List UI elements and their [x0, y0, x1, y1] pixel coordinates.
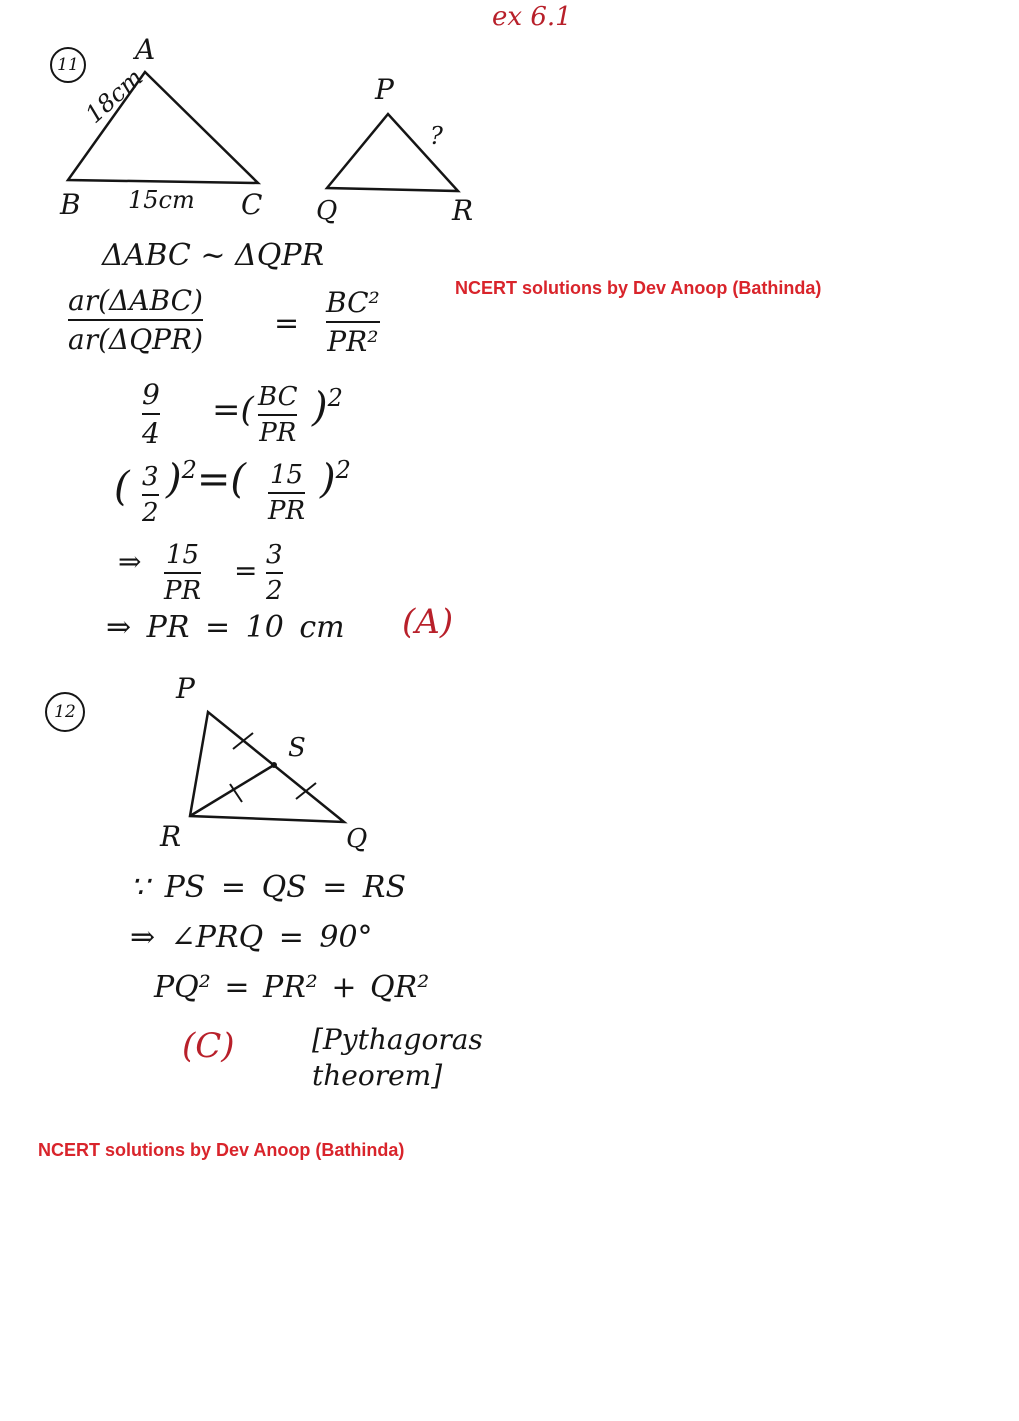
similarity-statement: ΔABC ~ ΔQPR	[102, 238, 325, 273]
triangle-prq	[190, 712, 344, 822]
q12-answer: (C)	[182, 1026, 235, 1066]
question-number-12-text: 12	[54, 702, 76, 722]
area-ratio-right-num: BC²	[326, 286, 380, 319]
eq2-open: (	[114, 464, 130, 510]
eq3-rhs	[266, 540, 283, 606]
area-ratio-left-den: ar(ΔQPR)	[68, 323, 204, 356]
area-ratio-right	[326, 286, 380, 358]
eq2-rhs-num: 15	[269, 460, 304, 490]
eq3-lhs-num: 15	[165, 540, 200, 570]
triangle-abc	[68, 72, 258, 183]
label-q12-p: P	[176, 672, 195, 705]
equals-sign: =	[274, 306, 300, 341]
area-ratio-left	[68, 284, 203, 356]
eq1-equals: =(	[212, 390, 254, 430]
eq1-close: )$^2$	[312, 384, 343, 431]
q11-result: ⇒ PR = 10 cm	[106, 610, 345, 645]
question-number-12	[45, 692, 85, 732]
eq3-implies: ⇒	[118, 545, 142, 578]
eq2-mid: )$^2$=(	[166, 456, 247, 503]
eq2-rhs	[268, 460, 305, 526]
median-rs	[190, 765, 274, 816]
label-q12-s: S	[288, 733, 306, 763]
eq1-rhs	[258, 382, 297, 448]
eq1-rhs-den: PR	[259, 418, 297, 448]
eq1-lhs-den: 4	[142, 417, 160, 450]
question-number-11-text: 11	[57, 55, 79, 75]
fraction-bar	[268, 492, 305, 494]
q12-line1: ∵ PS = QS = RS	[130, 870, 407, 905]
label-p: P	[375, 73, 394, 106]
area-ratio-right-den: PR²	[327, 325, 379, 358]
label-q12-q: Q	[346, 824, 368, 854]
eq2-lhs	[142, 462, 159, 528]
side-ab-length: 18cm	[80, 63, 149, 129]
eq3-rhs-num: 3	[266, 540, 283, 570]
eq3-rhs-den: 2	[266, 576, 283, 606]
fraction-bar	[142, 494, 159, 496]
eq1-lhs-num: 9	[142, 378, 160, 411]
credit-bottom: NCERT solutions by Dev Anoop (Bathinda)	[38, 1140, 405, 1160]
fraction-bar	[266, 572, 283, 574]
eq3-lhs	[164, 540, 201, 606]
eq1-rhs-num: BC	[258, 382, 298, 412]
fraction-bar	[258, 414, 297, 416]
label-r: R	[452, 194, 474, 227]
label-b: B	[60, 188, 81, 221]
eq1-lhs	[142, 378, 160, 450]
exercise-label: ex 6.1	[492, 2, 572, 32]
label-c: C	[241, 188, 263, 221]
eq2-rhs-den: PR	[268, 496, 306, 526]
fraction-bar	[326, 321, 380, 323]
label-a: A	[135, 33, 156, 66]
eq2-lhs-num: 3	[142, 462, 159, 492]
label-q: Q	[316, 196, 338, 226]
eq2-close: )$^2$	[320, 456, 351, 503]
credit-top: NCERT solutions by Dev Anoop (Bathinda)	[455, 278, 822, 298]
q12-line2: ⇒ ∠PRQ = 90°	[130, 920, 373, 955]
side-bc-length: 15cm	[128, 186, 195, 214]
point-s	[271, 762, 277, 768]
q12-note: [Pythagoras theorem]	[312, 1023, 483, 1092]
q12-line3: PQ² = PR² + QR²	[154, 970, 430, 1005]
unknown-side-mark: ?	[430, 122, 443, 150]
fraction-bar	[68, 319, 203, 321]
q11-answer: (A)	[402, 602, 454, 642]
fraction-bar	[142, 413, 160, 415]
label-q12-r: R	[160, 820, 182, 853]
eq3-equals: =	[234, 554, 258, 587]
area-ratio-left-num: ar(ΔABC)	[68, 284, 203, 317]
eq3-lhs-den: PR	[164, 576, 202, 606]
fraction-bar	[164, 572, 201, 574]
eq2-lhs-den: 2	[142, 498, 159, 528]
